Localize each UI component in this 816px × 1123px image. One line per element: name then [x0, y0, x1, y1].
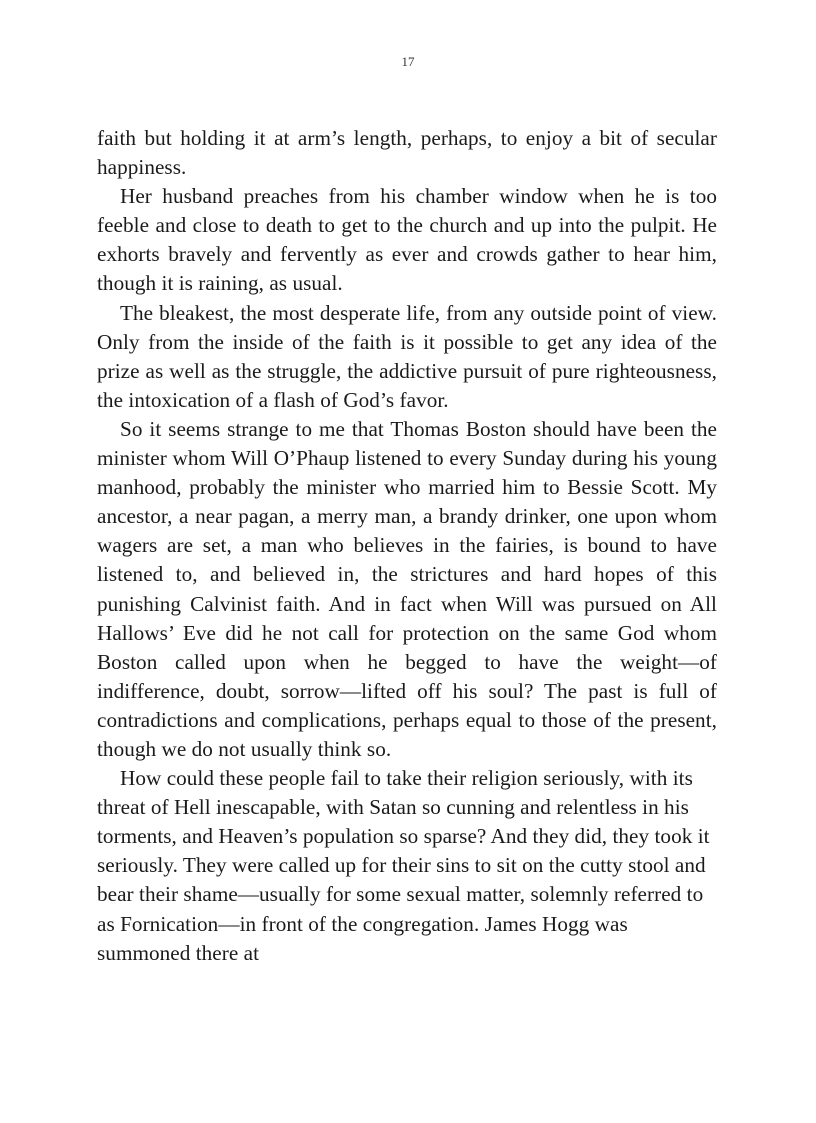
body-text	[97, 124, 717, 968]
paragraph: Her husband preaches from his chamber window when he is too feeble and close to death to get to the church and up into the pulpit. He exhorts bravely and fervently as ever and crowds gather to hear him, though it is raining, as usual.	[97, 184, 717, 296]
page-number: 17	[401, 54, 415, 69]
paragraph: The bleakest, the most desperate life, from any outside point of view. Only from the inside of the faith is it possible to get any idea of the prize as well as the struggle, the addictive pursuit of pure righteousness, the intoxication of a flash of God’s favor.	[97, 300, 717, 412]
paragraph: faith but holding it at arm’s length, perhaps, to enjoy a bit of secular happiness.	[97, 126, 717, 180]
paragraph: How could these people fail to take their religion seriously, with its threat of Hell inescapable, with Satan so cunning and relentless in his torments, and Heaven’s population so sparse? And they did, they took it seriously. They were called up for their sins to sit on the cutty stool and bear their shame—usually for some sexual matter, solemnly referred to as Fornication—in front of the congregation. James Hogg was summoned there at	[97, 766, 710, 965]
paragraph: So it seems strange to me that Thomas Boston should have been the minister whom Will O’Phaup listened to every Sunday during his young manhood, probably the minister who married him to Bessie Scott. My ancestor, a near pagan, a merry man, a brandy drinker, one upon whom wagers are set, a man who believes in the fairies, is bound to have listened to, and believed in, the strictures and hard hopes of this punishing Calvinist faith. And in fact when Will was pursued on All Hallows’ Eve did he not call for protection on the same God whom Boston called upon when he begged to have the weight—of indifference, doubt, sorrow—lifted off his soul? The past is full of contradictions and complications, perhaps equal to those of the present, though we do not usually think so.	[97, 416, 717, 761]
